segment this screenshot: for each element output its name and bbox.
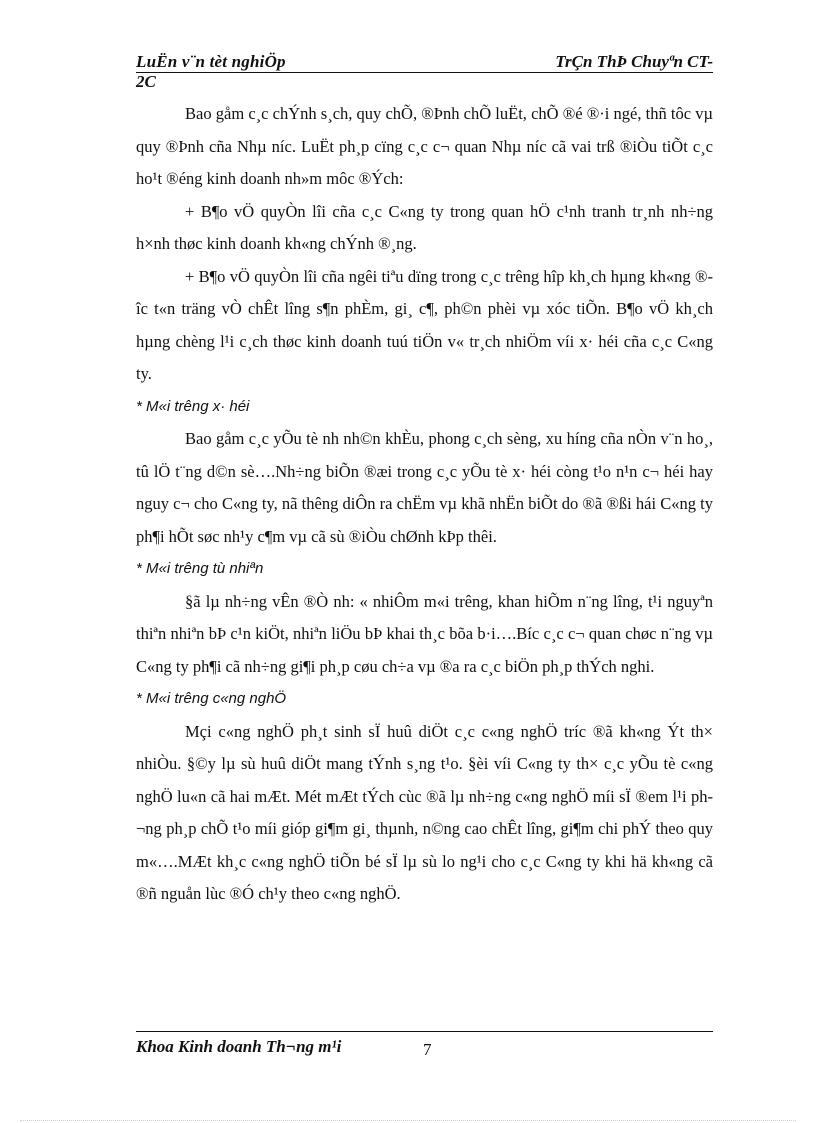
paragraph-natural: §ã lµ nh÷ng vÊn ®Ò nh: « nhiÔm m«i trêng, khan hiÕm n¨ng lîng, t¹i nguyªn thiªn nhiªn bÞ c¹n kiÖt, nhiªn liÖu bÞ khai th¸c bõa b·i….Bíc c¸c c¬ quan chøc n¨ng vµ C«ng ty ph¶i cã nh÷ng gi¶i ph¸p cøu ch÷a vµ ®a ra c¸c biÖn ph¸p thÝch nghi. [136, 591, 713, 676]
page-number: 7 [423, 1040, 432, 1059]
paragraph-protect-consumers: + B¶o vÖ quyÒn lîi cña ngêi tiªu dïng trong c¸c trêng hîp kh¸ch hµng kh«ng ®îc t«n träng vÒ chÊt lîng s¶n phÈm, gi¸ c¶, ph©n phèi vµ xóc tiÕn. B¶o vÖ kh¸ch hµng chèng l¹i c¸ch thøc kinh doanh tuú tiÖn v« tr¸ch nhiÖm víi x· héi cña c¸c C«ng ty. [136, 266, 713, 383]
footer-rule [136, 1031, 713, 1032]
section-heading-technology: * M«i trêng c«ng nghÖ [136, 690, 287, 707]
page-body [136, 98, 713, 911]
section-heading-social: * M«i trêng x· héi [136, 397, 250, 415]
header-author: TrÇn ThÞ Chuyªn CT- [555, 52, 713, 71]
section-heading-natural: * M«i trêng tù nhiªn [136, 560, 264, 577]
paragraph-technology: Mçi c«ng nghÖ ph¸t sinh sÏ huû diÖt c¸c c«ng nghÖ tríc ®ã kh«ng Ýt th× nhiÒu. §©y lµ sù huû diÖt mang tÝnh s¸ng t¹o. §èi víi C«ng ty th× c¸c yÕu tè c«ng nghÖ lu«n cã hai mÆt. Mét mÆt tÝch cùc ®ã lµ nh÷ng c«ng nghÖ míi sÏ ®em l¹i ph¬ng ph¸p chÕ t¹o míi gióp gi¶m gi¸ thµnh, n©ng cao chÊt lîng, gi¶m chi phÝ theo quy m«….MÆt kh¸c c«ng nghÖ tiÕn bé sÏ lµ sù lo ng¹i cho c¸c C«ng ty khi hä kh«ng cã ®ñ nguån lùc ®Ó ch¹y theo c«ng nghÖ. [136, 721, 713, 903]
paragraph-protect-companies: + B¶o vÖ quyÒn lîi cña c¸c C«ng ty trong quan hÖ c¹nh tranh tr¸nh nh÷ng h×nh thøc kinh doanh kh«ng chÝnh ®¸ng. [136, 201, 713, 253]
header-author-continued: 2C [136, 72, 156, 91]
header-title: LuËn v¨n tèt nghiÖp [136, 52, 286, 71]
header-rule [136, 72, 713, 73]
footer-faculty: Khoa Kinh doanh Th¬ng m¹i [136, 1037, 342, 1056]
paragraph-legal-intro: Bao gåm c¸c chÝnh s¸ch, quy chÕ, ®Þnh chÕ luËt, chÕ ®é ®·i ngé, thñ tôc vµ quy ®Þnh cña Nhµ níc. LuËt ph¸p cïng c¸c c¬ quan Nhµ níc cã vai trß ®iÒu tiÕt c¸c ho¹t ®éng kinh doanh nh»m môc ®Ých: [136, 104, 713, 188]
page-bottom-divider [20, 1120, 796, 1121]
paragraph-social: Bao gåm c¸c yÕu tè nh nh©n khÈu, phong c¸ch sèng, xu híng cña nÒn v¨n ho¸, tû lÖ t¨ng d©n sè….Nh÷ng biÕn ®æi trong c¸c yÕu tè x· héi còng t¹o n¹n c¬ héi hay nguy c¬ cho C«ng ty, nã thêng diÔn ra chËm vµ khã nhËn biÕt do ®ã ®ßi hái C«ng ty ph¶i hÕt søc nh¹y c¶m vµ cã sù ®iÒu chØnh kÞp thêi. [136, 429, 713, 546]
